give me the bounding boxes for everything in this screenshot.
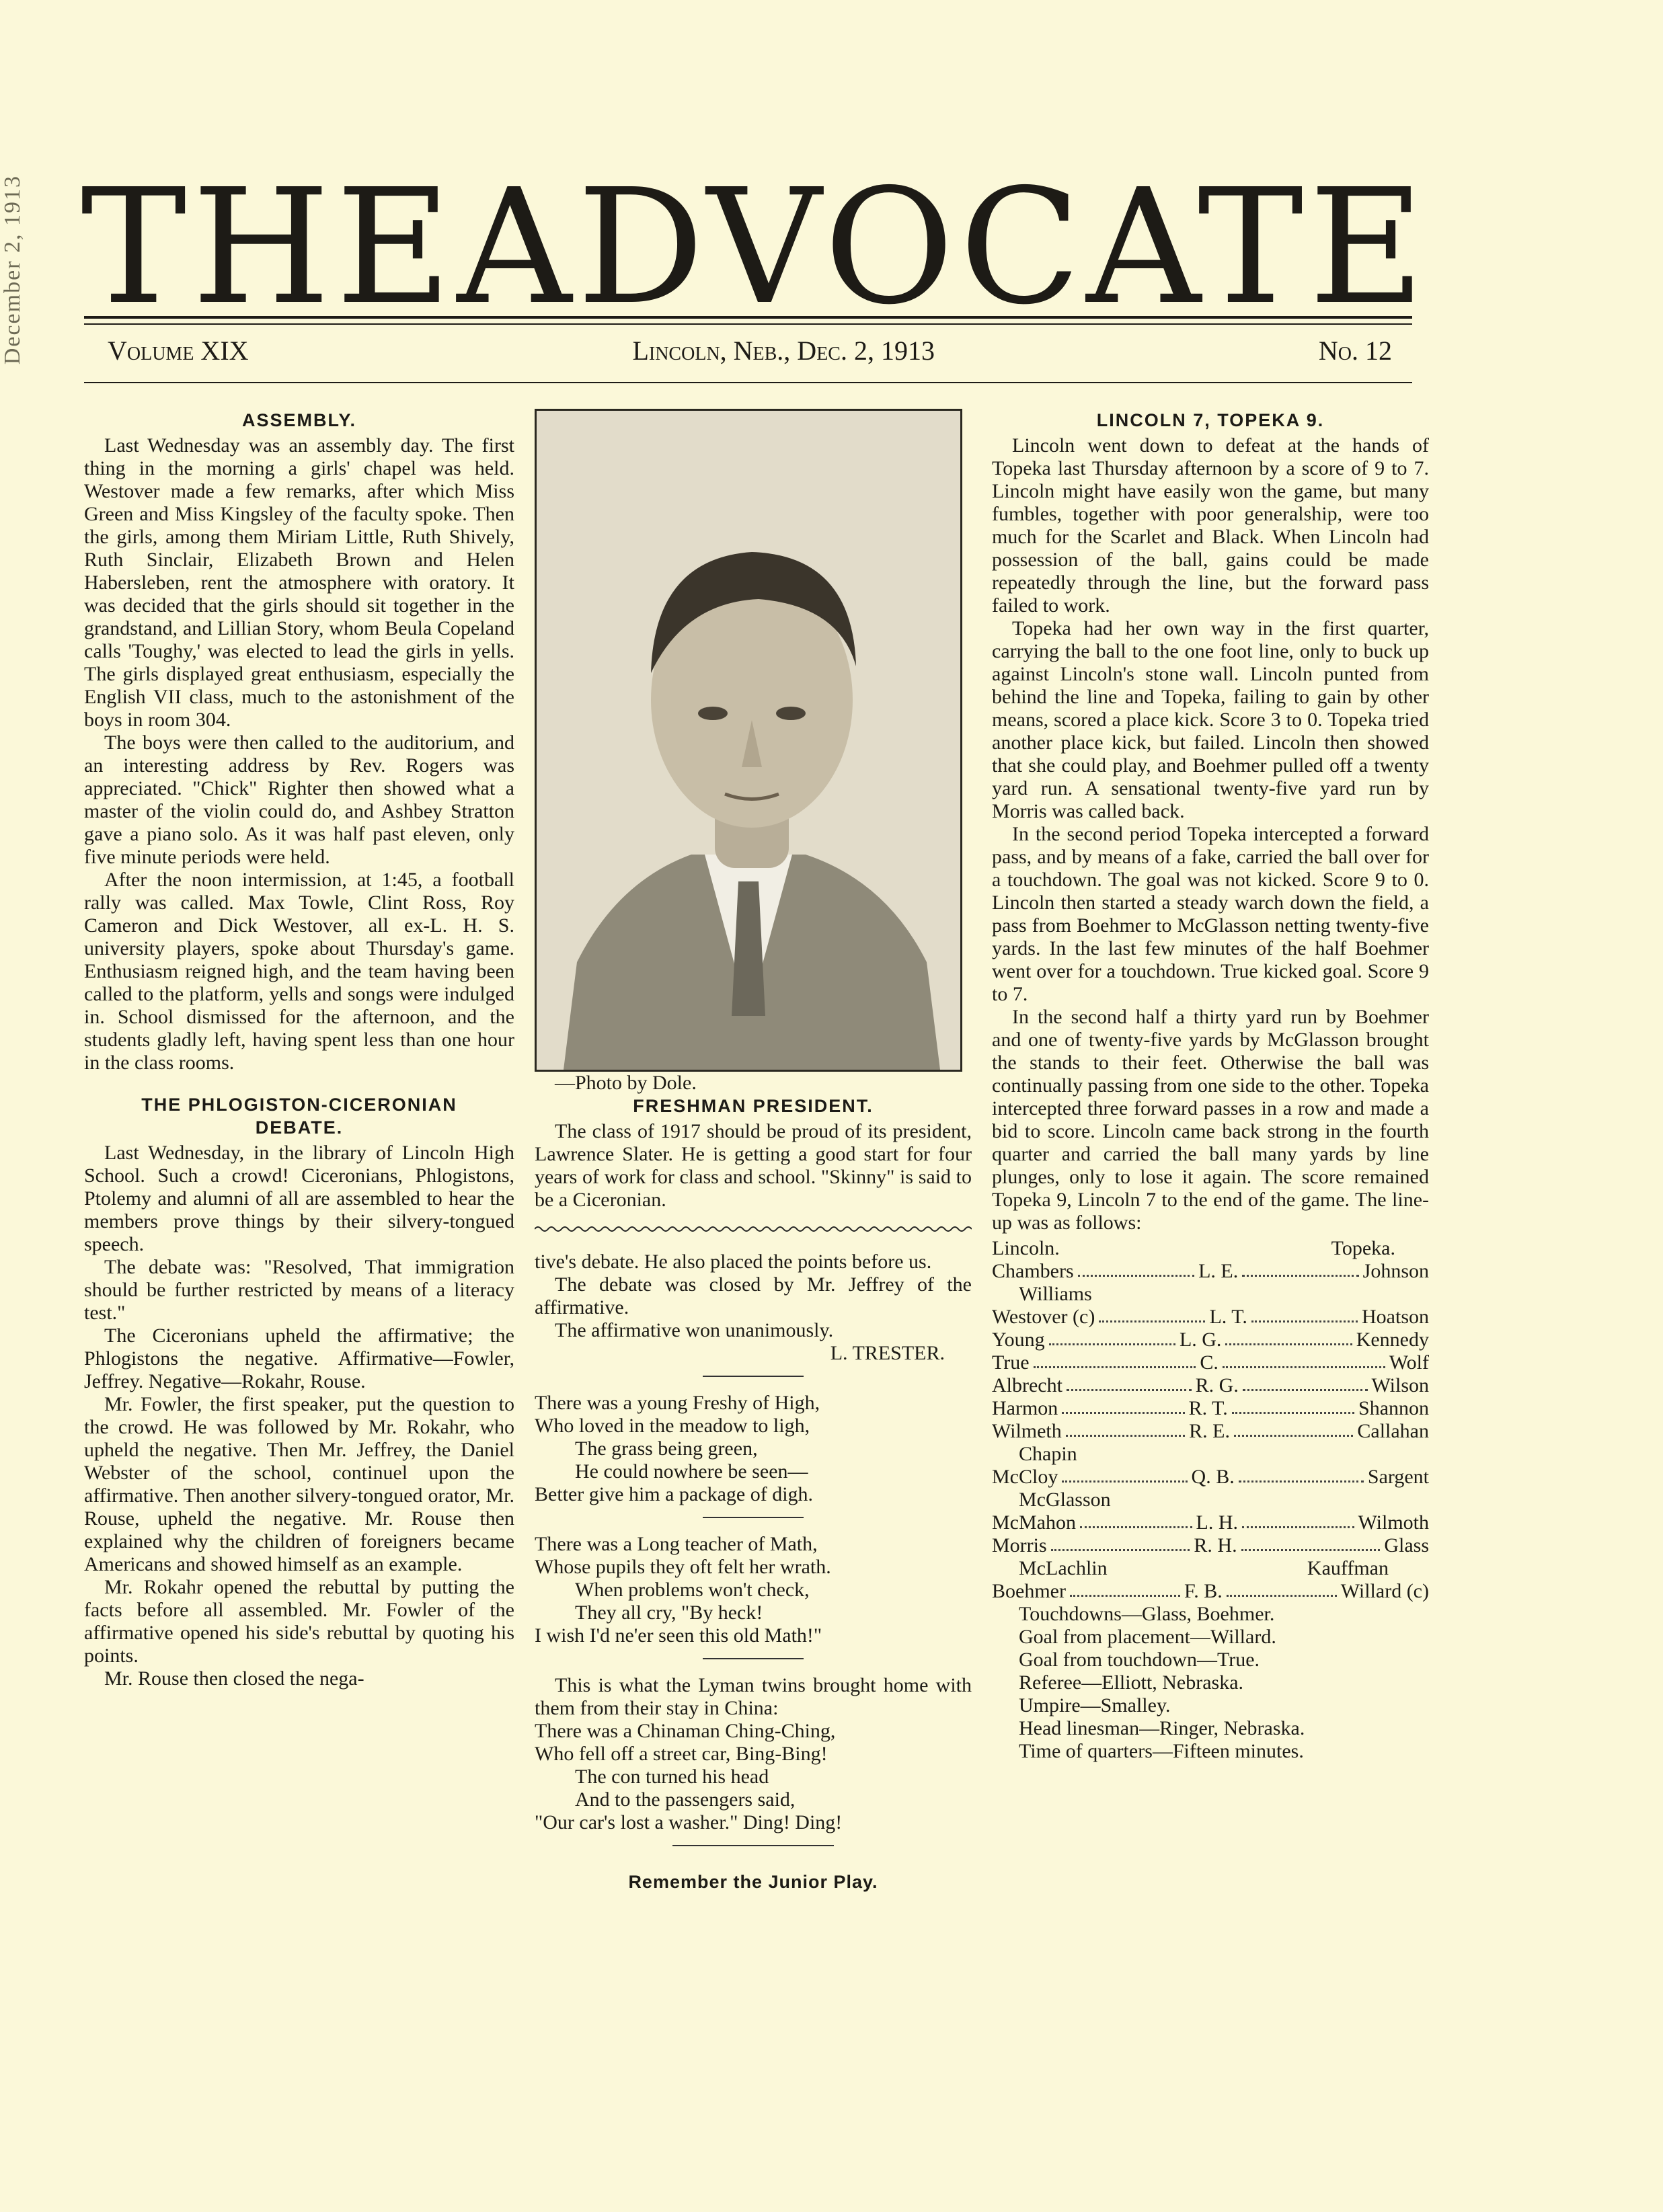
freshman-text: The class of 1917 should be proud of its president, Lawrence Slater. He is getting a good start for four years of work for class and school. "Skinny" is said to be a Ciceronian. bbox=[535, 1120, 972, 1211]
leader-dots bbox=[1034, 1351, 1196, 1368]
summary-line: Goal from touchdown—True. bbox=[1019, 1649, 1260, 1671]
lineup-row bbox=[992, 1306, 1429, 1329]
poem-line: They all cry, "By heck! bbox=[575, 1602, 763, 1624]
assembly-paragraph: The boys were then called to the auditorium, and an interesting address by Rev. Rogers was appreciated. "Chick" Righter then showed what a master of the violin could do, and Ashbey Stratton gave a piano solo. As it was half past eleven, only five minute periods were held. bbox=[84, 732, 514, 868]
poem-line: Who fell off a street car, Bing-Bing! bbox=[535, 1743, 828, 1765]
lineup-position: F. B. bbox=[1184, 1580, 1223, 1602]
lineup-row bbox=[992, 1534, 1429, 1557]
leader-dots bbox=[1242, 1511, 1354, 1528]
leader-dots bbox=[1242, 1260, 1358, 1277]
leader-dots bbox=[1067, 1374, 1192, 1391]
lineup-lincoln: Albrecht bbox=[992, 1374, 1062, 1396]
game-paragraph: In the second half a thirty yard run by Boehmer and one of twenty-five yards by McGlasson brought the stands to their feet. Otherwise the ball was continually passing from one side to the other. Topeka intercepted three forward passes in a row and made a bid to score. Lincoln came back strong in the fourth quarter and carried the ball many yards by line plunges, only to lose it again. The score remained Topeka 9, Lincoln 7 to the end of the game. The line-up was as follows: bbox=[992, 1006, 1429, 1234]
summary-line: Head linesman—Ringer, Nebraska. bbox=[1019, 1717, 1305, 1739]
summary-line: Referee—Elliott, Nebraska. bbox=[1019, 1671, 1244, 1694]
lineup-substitute-topeka: Kauffman bbox=[1307, 1557, 1389, 1579]
issue-number-label: No. 12 bbox=[1318, 335, 1392, 366]
lineup-topeka: Shannon bbox=[1358, 1397, 1430, 1419]
lineup-topeka: Johnson bbox=[1362, 1260, 1429, 1282]
game-heading: LINCOLN 7, TOPEKA 9. bbox=[1096, 410, 1325, 430]
debate-paragraph: Last Wednesday, in the library of Lincoln High School. Such a crowd! Ciceronians, Phlogistons, Ptolemy and alumni of all are assembled to hear the members prove things by their silvery-tongued speech. bbox=[84, 1142, 514, 1255]
game-paragraph: Topeka had her own way in the first quarter, carrying the ball to the one foot line, only to buck up against Lincoln's stone wall. Lincoln punted from behind the line and Topeka, failing to gain by other means, scored a place kick. Score 3 to 0. Topeka tried another place kick, but failed. Lincoln then showed that she could play, and Boehmer pulled off a twenty yard run. A sensational twenty-five yard run by Morris was called back. bbox=[992, 617, 1429, 822]
lineup-lincoln: Young bbox=[992, 1329, 1045, 1351]
leader-dots bbox=[1070, 1580, 1180, 1597]
leader-dots bbox=[1051, 1534, 1190, 1551]
lineup-row bbox=[992, 1397, 1429, 1420]
lineup-topeka: Callahan bbox=[1357, 1420, 1430, 1442]
lineup-position: L. T. bbox=[1209, 1306, 1247, 1328]
masthead-rule-thick bbox=[84, 316, 1412, 319]
lineup-row bbox=[992, 1511, 1429, 1534]
leader-dots bbox=[1232, 1397, 1354, 1414]
poem-line: I wish I'd ne'er seen this old Math!" bbox=[535, 1624, 822, 1647]
infobar-rule bbox=[84, 382, 1412, 383]
lineup-lincoln: Westover (c) bbox=[992, 1306, 1095, 1328]
lineup-position: L. G. bbox=[1179, 1329, 1222, 1351]
lineup-position: R. H. bbox=[1194, 1534, 1237, 1556]
lineup-header bbox=[992, 1237, 1429, 1260]
lineup-lincoln: Boehmer bbox=[992, 1580, 1066, 1602]
assembly-paragraph: Last Wednesday was an assembly day. The first thing in the morning a girls' chapel was held. Westover made a few remarks, after which Miss Green and Miss Kingsley of the faculty spoke. Then the girls, among them Miriam Little, Ruth Shively, Ruth Sinclair, Elizabeth Brown and Helen Habersleben, rent the atmosphere with oratory. It was decided that the girls should sit together in the grandstand, and Lillian Story, whom Beula Copeland calls 'Toughy,' was elected to lead the girls in yells. The girls displayed great enthusiasm, especially the English VII class, much to the astonishment of the boys in room 304. bbox=[84, 434, 514, 731]
leader-dots bbox=[1223, 1351, 1385, 1368]
wavy-divider bbox=[535, 1225, 972, 1233]
lineup-topeka: Willard (c) bbox=[1340, 1580, 1429, 1602]
leader-dots bbox=[1062, 1466, 1187, 1483]
lineup-lincoln: True bbox=[992, 1351, 1030, 1374]
debate-signature: L. TRESTER. bbox=[830, 1342, 945, 1364]
game-paragraph: In the second period Topeka intercepted a forward pass, and by means of a fake, carried the ball over for a touchdown. The goal was not kicked. Score 9 to 0. Lincoln then started a steady warch down the field, a pass from Boehmer to McGlasson netting twenty-five yards. In the last few minutes of the half Boehmer went over for a touchdown. True kicked goal. Score 9 to 7. bbox=[992, 823, 1429, 1005]
column-right bbox=[992, 409, 1429, 1763]
leader-dots bbox=[1243, 1374, 1368, 1391]
debate-continued: The debate was closed by Mr. Jeffrey of the affirmative. bbox=[535, 1273, 972, 1318]
debate-heading-line2: DEBATE. bbox=[255, 1117, 344, 1138]
debate-paragraph: The debate was: "Resolved, That immigration should be further restricted by means of a literacy test." bbox=[84, 1256, 514, 1324]
debate-paragraph: Mr. Rouse then closed the nega- bbox=[104, 1667, 364, 1690]
lineup-row bbox=[992, 1466, 1429, 1489]
poem-line: The grass being green, bbox=[575, 1437, 758, 1460]
lineup-position: L. E. bbox=[1198, 1260, 1239, 1282]
junior-play-reminder: Remember the Junior Play. bbox=[628, 1872, 878, 1892]
poem-line: "Our car's lost a washer." Ding! Ding! bbox=[535, 1811, 843, 1833]
masthead-rule-thin bbox=[84, 323, 1412, 325]
poem-line: There was a young Freshy of High, bbox=[535, 1392, 820, 1414]
poem-line: There was a Chinaman Ching-Ching, bbox=[535, 1720, 836, 1742]
summary-line: Umpire—Smalley. bbox=[1019, 1694, 1171, 1716]
leader-dots bbox=[1049, 1329, 1175, 1345]
poem-line: He could nowhere be seen— bbox=[575, 1460, 808, 1483]
masthead-word-1: THE bbox=[81, 155, 457, 340]
poem-line: And to the passengers said, bbox=[575, 1788, 796, 1811]
poem-line: The con turned his head bbox=[575, 1766, 769, 1788]
debate-paragraph: The Ciceronians upheld the affirmative; the Phlogistons the negative. Affirmative—Fowler, Jeffrey. Negative—Rokahr, Rouse. bbox=[84, 1325, 514, 1392]
debate-heading-line1: THE PHLOGISTON-CICERONIAN bbox=[141, 1095, 457, 1115]
lineup-position: C. bbox=[1200, 1351, 1219, 1374]
leader-dots bbox=[1099, 1306, 1205, 1322]
leader-dots bbox=[1066, 1420, 1185, 1437]
lineup-topeka: Wolf bbox=[1389, 1351, 1429, 1374]
leader-dots bbox=[1080, 1511, 1192, 1528]
volume-label: Volume XIX bbox=[108, 335, 249, 366]
leader-dots bbox=[1225, 1329, 1352, 1345]
lineup-substitute: McGlasson bbox=[1019, 1489, 1111, 1511]
leader-dots bbox=[1251, 1306, 1358, 1322]
debate-continued: tive's debate. He also placed the points before us. bbox=[535, 1251, 932, 1273]
lineup-position: R. T. bbox=[1188, 1397, 1228, 1419]
china-intro: This is what the Lyman twins brought home with them from their stay in China: bbox=[535, 1674, 972, 1719]
lineup-lincoln: Wilmeth bbox=[992, 1420, 1062, 1442]
lineup-lincoln: McCloy bbox=[992, 1466, 1058, 1488]
lineup-lincoln: Morris bbox=[992, 1534, 1047, 1556]
separator bbox=[703, 1517, 804, 1518]
freshman-heading: FRESHMAN PRESIDENT. bbox=[633, 1096, 874, 1116]
leader-dots bbox=[1062, 1397, 1184, 1414]
leader-dots bbox=[1241, 1534, 1381, 1551]
column-left bbox=[84, 409, 514, 1690]
lineup-topeka: Hoatson bbox=[1362, 1306, 1430, 1328]
lineup-position: Q. B. bbox=[1191, 1466, 1235, 1488]
masthead-word-2: ADVOCATE bbox=[457, 155, 1430, 340]
poem-line: Who loved in the meadow to ligh, bbox=[535, 1415, 810, 1437]
portrait-photo bbox=[535, 409, 962, 1072]
summary-line: Time of quarters—Fifteen minutes. bbox=[1019, 1740, 1304, 1762]
column-middle bbox=[535, 409, 972, 1893]
game-summary bbox=[992, 1603, 1429, 1763]
issue-info-bar bbox=[108, 335, 1392, 366]
lineup-position: R. G. bbox=[1195, 1374, 1239, 1396]
lineup-lincoln: Harmon bbox=[992, 1397, 1058, 1419]
lineup-row bbox=[992, 1420, 1429, 1443]
limerick bbox=[535, 1392, 972, 1506]
separator bbox=[672, 1845, 834, 1846]
lineup-substitutes bbox=[992, 1557, 1429, 1580]
lineup-topeka: Glass bbox=[1384, 1534, 1429, 1556]
leader-dots bbox=[1234, 1420, 1353, 1437]
leader-dots bbox=[1239, 1466, 1364, 1483]
portrait-illustration bbox=[537, 411, 960, 1070]
place-date-label: Lincoln, Neb., Dec. 2, 1913 bbox=[632, 335, 935, 366]
debate-continued: The affirmative won unanimously. bbox=[555, 1319, 834, 1341]
separator bbox=[703, 1376, 804, 1377]
lineup-row bbox=[992, 1374, 1429, 1397]
lineup-lincoln: McMahon bbox=[992, 1511, 1076, 1534]
lineup-row bbox=[992, 1260, 1429, 1283]
limerick bbox=[535, 1533, 972, 1647]
lineup-header-left: Lincoln. bbox=[992, 1237, 1060, 1259]
lineup-position: R. E. bbox=[1189, 1420, 1230, 1442]
game-paragraph: Lincoln went down to defeat at the hands of Topeka last Thursday afternoon by a score of 9 to 7. Lincoln might have easily won the game, but many fumbles, together with poor generalship, were too much for the Scarlet and Black. When Lincoln had possession of the ball, gains could be made repeatedly through the line, but the forward pass failed to work. bbox=[992, 434, 1429, 617]
spine-annotation: December 2, 1913 bbox=[0, 175, 25, 365]
photo-caption: —Photo by Dole. bbox=[555, 1072, 697, 1094]
lineup-topeka: Sargent bbox=[1367, 1466, 1430, 1488]
lineup-substitute: Williams bbox=[1019, 1283, 1092, 1305]
lineup-topeka: Wilson bbox=[1371, 1374, 1429, 1396]
lineup-row bbox=[992, 1351, 1429, 1374]
assembly-heading: ASSEMBLY. bbox=[241, 410, 357, 430]
leader-dots bbox=[1227, 1580, 1337, 1597]
debate-paragraph: Mr. Rokahr opened the rebuttal by putting the facts before all assembled. Mr. Fowler of the affirmative opened his side's rebuttal by quoting his points. bbox=[84, 1576, 514, 1667]
lineup-topeka: Kennedy bbox=[1356, 1329, 1429, 1351]
lineup-lincoln: Chambers bbox=[992, 1260, 1074, 1282]
poem-line: Better give him a package of digh. bbox=[535, 1483, 814, 1505]
lineup-row bbox=[992, 1329, 1429, 1351]
leader-dots bbox=[1078, 1260, 1194, 1277]
summary-line: Touchdowns—Glass, Boehmer. bbox=[1019, 1603, 1275, 1625]
lineup-position: L. H. bbox=[1196, 1511, 1239, 1534]
limerick bbox=[535, 1720, 972, 1834]
assembly-paragraph: After the noon intermission, at 1:45, a football rally was called. Max Towle, Clint Ross, Roy Cameron and Dick Westover, all ex-L. H. S. university players, spoke about Thursday's game. Enthusiasm reigned high, and the team having been called to the platform, yells and songs were indulged in. School dismissed for the afternoon, and the students gladly left, having spent less than one hour in the class rooms. bbox=[84, 869, 514, 1074]
separator bbox=[703, 1658, 804, 1659]
poem-line: Whose pupils they oft felt her wrath. bbox=[535, 1556, 831, 1578]
debate-paragraph: Mr. Fowler, the first speaker, put the question to the crowd. He was followed by Mr. Rokahr, who upheld the negative. Then Mr. Jeffrey, the Daniel Webster of the school, continuel upon the affirmative. Then another silvery-tongued orator, Mr. Rouse, upheld the negative. Mr. Rouse then explained why the children of foreigners became Americans and showed himself as an example. bbox=[84, 1393, 514, 1575]
lineup-table bbox=[992, 1237, 1429, 1603]
poem-line: When problems won't check, bbox=[575, 1579, 810, 1601]
lineup-header-right: Topeka. bbox=[1331, 1237, 1395, 1259]
debate-heading bbox=[84, 1093, 514, 1139]
masthead bbox=[81, 155, 1430, 340]
poem-line: There was a Long teacher of Math, bbox=[535, 1533, 818, 1555]
lineup-substitute: Chapin bbox=[1019, 1443, 1077, 1465]
summary-line: Goal from placement—Willard. bbox=[1019, 1626, 1276, 1648]
lineup-substitute-lincoln: McLachlin bbox=[1019, 1557, 1108, 1579]
lineup-topeka: Wilmoth bbox=[1358, 1511, 1430, 1534]
lineup-row bbox=[992, 1580, 1429, 1603]
